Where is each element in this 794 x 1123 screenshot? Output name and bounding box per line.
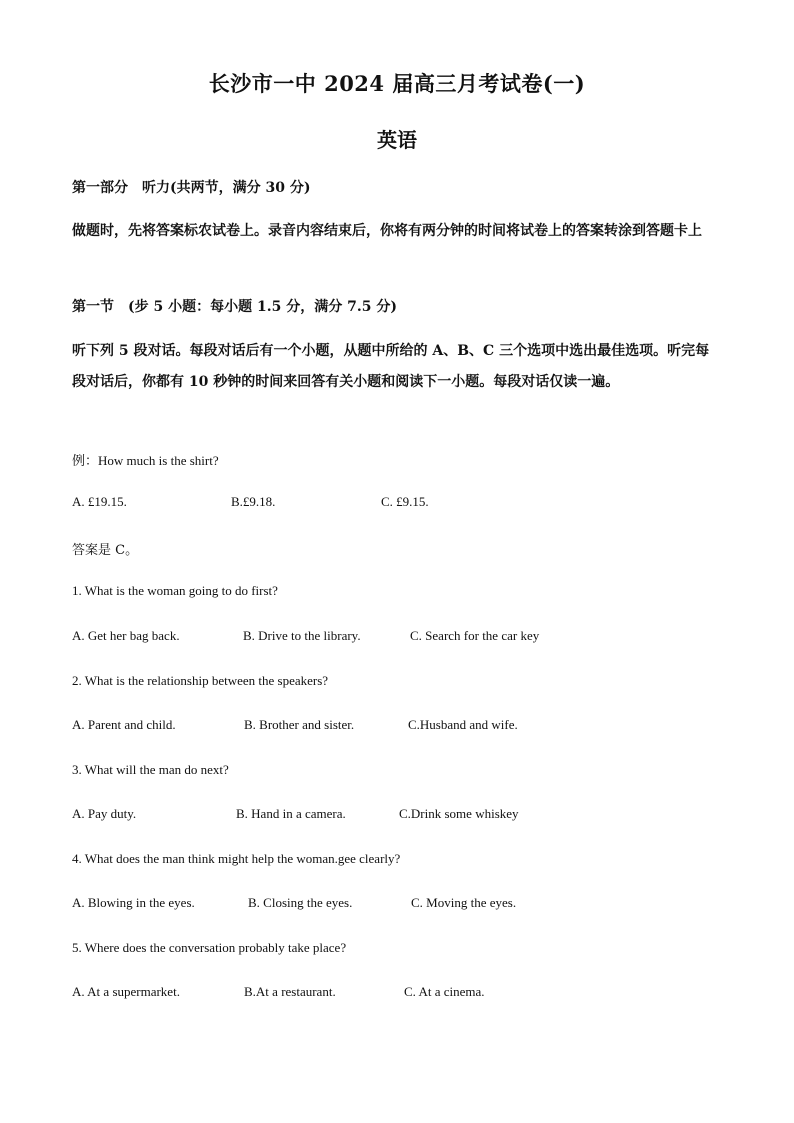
subject-title: 英语 (377, 128, 417, 152)
question-1: 1. What is the woman going to do first? (72, 583, 278, 598)
question-1-option-a: A. Get her bag back. (72, 628, 180, 643)
question-5-option-a: A. At a supermarket. (72, 984, 180, 999)
question-1-option-b: B. Drive to the library. (243, 628, 361, 643)
question-1-option-c: C. Search for the car key (410, 628, 540, 643)
question-4-option-b: B. Closing the eyes. (248, 895, 353, 910)
section1-heading: 第一节 (步 5 小题：每小题 1.5 分，满分 7.5 分) (72, 299, 397, 315)
question-5-option-b: B.At a restaurant. (244, 984, 336, 999)
question-2: 2. What is the relationship between the speakers? (72, 673, 329, 688)
question-3-option-a: A. Pay duty. (72, 806, 137, 821)
question-5-option-c: C. At a cinema. (404, 984, 485, 999)
question-4-option-a: A. Blowing in the eyes. (72, 895, 195, 910)
example-question: 例：How much is the shirt? (72, 453, 219, 468)
question-3-option-c: C.Drink some whiskey (399, 806, 519, 821)
example-option-a: A. £19.15. (72, 494, 127, 509)
section1-instructions: 听下列 5 段对话。每段对话后有一个小题，从题中所给的 A、B、C 三个选项中选出最佳选项。听完每段对话后，你都有 10 秒钟的时间来回答有关小题和阅读下一小题。每段对话仅读一遍。 (72, 343, 710, 390)
exam-title: 长沙市一中 2024 届高三月考试卷(一) (208, 71, 586, 96)
example-option-b: B.£9.18. (231, 494, 276, 509)
question-3: 3. What will the man do next? (72, 762, 229, 777)
question-5: 5. Where does the conversation probably take place? (72, 940, 347, 955)
question-4-option-c: C. Moving the eyes. (411, 895, 517, 910)
question-2-option-a: A. Parent and child. (72, 717, 176, 732)
example-answer: 答案是 C。 (72, 543, 139, 558)
question-2-option-c: C.Husband and wife. (408, 717, 518, 732)
question-4: 4. What does the man think might help the woman.gee clearly? (72, 851, 401, 866)
question-3-option-b: B. Hand in a camera. (236, 806, 346, 821)
part1-instructions: 做题时，先将答案标农试卷上。录音内容结束后，你将有两分钟的时间将试卷上的答案转涂到答题卡上 (72, 223, 702, 239)
question-2-option-b: B. Brother and sister. (244, 717, 355, 732)
example-option-c: C. £9.15. (381, 494, 429, 509)
part1-heading: 第一部分 听力(共两节，满分 30 分) (72, 180, 311, 196)
